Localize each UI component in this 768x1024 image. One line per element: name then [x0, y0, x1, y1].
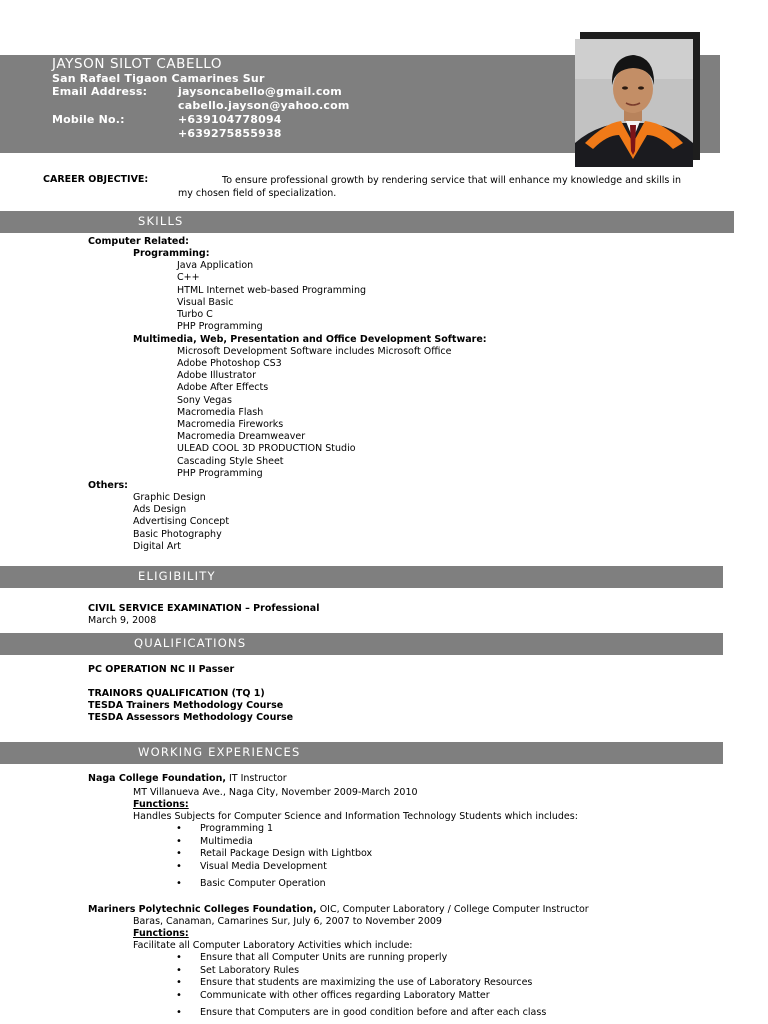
- address: San Rafael Tigaon Camarines Sur: [52, 72, 265, 85]
- qualifications-section-bar: [0, 633, 723, 655]
- programming-item: Visual Basic: [177, 297, 234, 308]
- experience-section-bar: [0, 742, 723, 764]
- multimedia-item: ULEAD COOL 3D PRODUCTION Studio: [177, 443, 356, 454]
- others-item: Ads Design: [133, 504, 187, 515]
- email-primary: jaysoncabello@gmail.com: [178, 85, 342, 98]
- list-item: • Basic Computer Operation: [176, 878, 372, 891]
- job-description: Facilitate all Computer Laboratory Activities which include:: [133, 940, 413, 951]
- functions-label: Functions:: [133, 799, 189, 810]
- list-item: • Communicate with other offices regarding Laboratory Matter: [176, 990, 546, 1003]
- job-location: MT Villanueva Ave., Naga City, November 2009-March 2010: [133, 787, 418, 798]
- programming-item: PHP Programming: [177, 321, 263, 332]
- job-role: IT Instructor: [228, 773, 287, 784]
- multimedia-label: Multimedia, Web, Presentation and Office Development Software:: [133, 334, 487, 345]
- others-item: Graphic Design: [133, 492, 206, 503]
- others-item: Digital Art: [133, 541, 181, 552]
- multimedia-item: Adobe Photoshop CS3: [177, 358, 282, 369]
- job-location: Baras, Canaman, Camarines Sur, July 6, 2007 to November 2009: [133, 916, 442, 927]
- job-organization: Naga College Foundation,: [88, 773, 226, 784]
- list-item: • Programming 1: [176, 823, 372, 836]
- eligibility-section-bar: [0, 566, 723, 588]
- list-item: • Set Laboratory Rules: [176, 965, 546, 978]
- job-title-line: [88, 773, 287, 785]
- programming-item: HTML Internet web-based Programming: [177, 285, 366, 296]
- qualification-item: TRAINORS QUALIFICATION (TQ 1): [88, 688, 265, 699]
- programming-label: Programming:: [133, 248, 210, 259]
- skills-section-bar: [0, 211, 734, 233]
- qualification-item: TESDA Trainers Methodology Course: [88, 700, 284, 711]
- list-item: • Ensure that Computers are in good condition before and after each class: [176, 1007, 546, 1020]
- portrait-graphic: [575, 39, 693, 167]
- multimedia-item: Cascading Style Sheet: [177, 456, 284, 467]
- email-label: Email Address:: [52, 85, 148, 98]
- multimedia-item: Adobe Illustrator: [177, 370, 257, 381]
- others-label: Others:: [88, 480, 128, 491]
- multimedia-item: Adobe After Effects: [177, 382, 269, 393]
- multimedia-item: PHP Programming: [177, 468, 263, 479]
- objective-text: To ensure professional growth by rendering service that will enhance my knowledge and skills in my chosen field of specialization.: [178, 175, 681, 199]
- multimedia-item: Microsoft Development Software includes Microsoft Office: [177, 346, 452, 357]
- civil-service-exam: CIVIL SERVICE EXAMINATION – Professional: [88, 603, 320, 614]
- multimedia-item: Macromedia Flash: [177, 407, 264, 418]
- qualifications-title: QUALIFICATIONS: [134, 636, 247, 650]
- others-item: Advertising Concept: [133, 516, 230, 527]
- job-duties-list: [176, 952, 546, 1020]
- functions-label: Functions:: [133, 928, 189, 939]
- mobile-secondary: +639275855938: [178, 127, 282, 140]
- mobile-primary: +639104778094: [178, 113, 282, 126]
- job-role: OIC, Computer Laboratory / College Computer Instructor: [319, 904, 589, 915]
- objective-label: CAREER OBJECTIVE:: [43, 174, 149, 185]
- multimedia-item: Sony Vegas: [177, 395, 232, 406]
- email-secondary: cabello.jayson@yahoo.com: [178, 99, 350, 112]
- list-item: • Visual Media Development: [176, 861, 372, 874]
- job-description: Handles Subjects for Computer Science and Information Technology Students which includes:: [133, 811, 578, 822]
- full-name: JAYSON SILOT CABELLO: [52, 56, 223, 72]
- list-item: • Ensure that students are maximizing the use of Laboratory Resources: [176, 977, 546, 990]
- qualification-item: PC OPERATION NC II Passer: [88, 664, 235, 675]
- job-organization: Mariners Polytechnic Colleges Foundation,: [88, 904, 317, 915]
- exam-date: March 9, 2008: [88, 615, 157, 626]
- multimedia-item: Macromedia Fireworks: [177, 419, 284, 430]
- experience-title: WORKING EXPERIENCES: [138, 745, 301, 759]
- list-item: • Retail Package Design with Lightbox: [176, 848, 372, 861]
- others-item: Basic Photography: [133, 529, 222, 540]
- list-item: • Ensure that all Computer Units are running properly: [176, 952, 546, 965]
- multimedia-item: Macromedia Dreamweaver: [177, 431, 306, 442]
- skills-title: SKILLS: [138, 214, 184, 228]
- computer-related-label: Computer Related:: [88, 236, 189, 247]
- eligibility-title: ELIGIBILITY: [138, 569, 216, 583]
- profile-photo: [575, 39, 693, 167]
- programming-item: C++: [177, 272, 200, 283]
- list-item: • Multimedia: [176, 836, 372, 849]
- qualification-item: TESDA Assessors Methodology Course: [88, 712, 294, 723]
- mobile-label: Mobile No.:: [52, 113, 125, 126]
- job-title-line: [88, 904, 589, 916]
- programming-item: Java Application: [177, 260, 254, 271]
- job-duties-list: [176, 823, 372, 891]
- programming-item: Turbo C: [177, 309, 213, 320]
